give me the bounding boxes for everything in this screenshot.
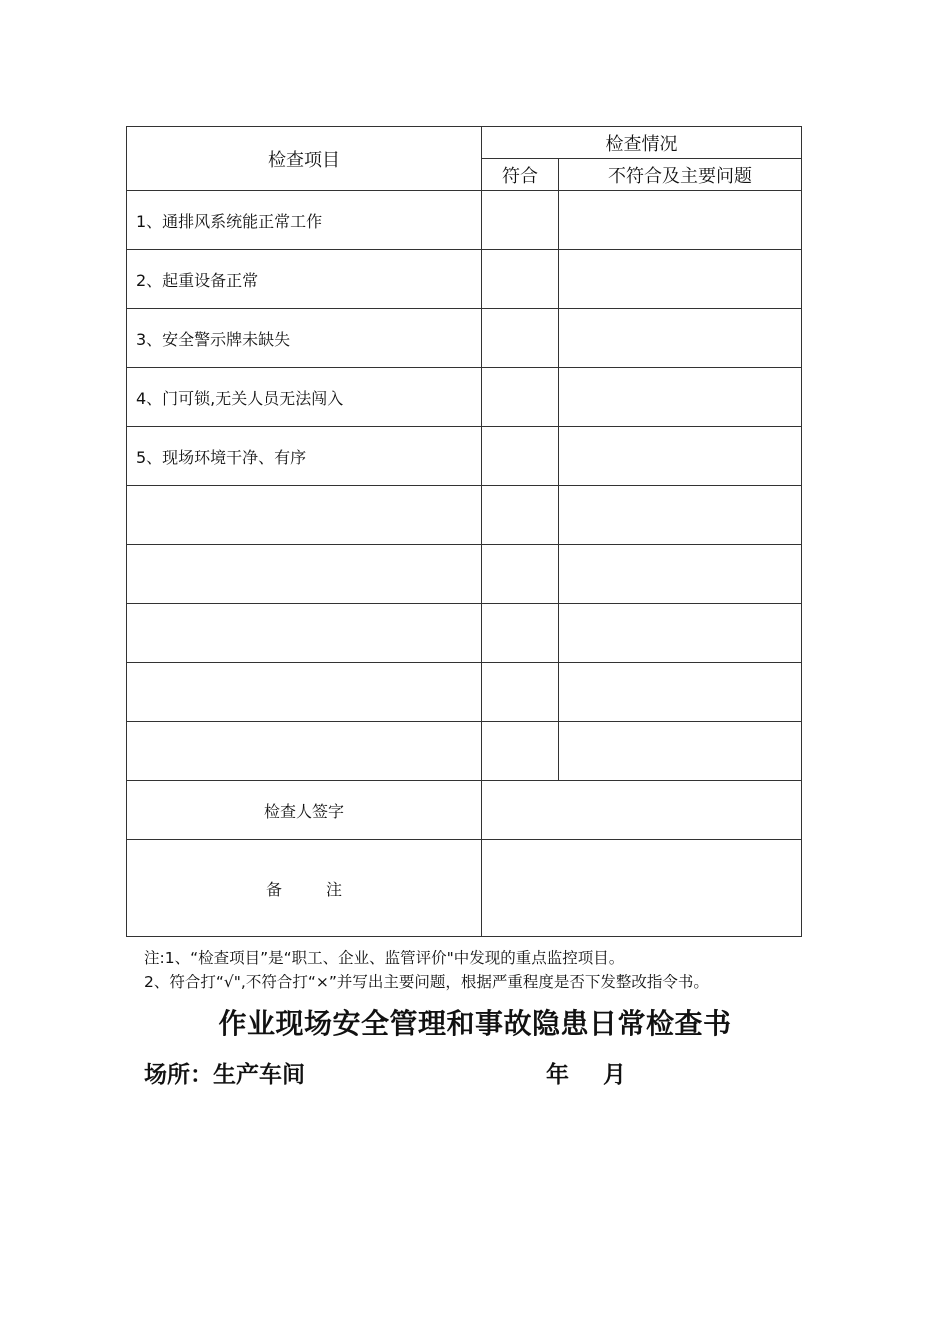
conform-cell[interactable]: [482, 663, 559, 722]
item-cell: 4、门可锁,无关人员无法闯入: [127, 368, 482, 427]
header-status: 检查情况: [482, 127, 802, 159]
table-row: [127, 368, 802, 427]
header-conform: 符合: [482, 159, 559, 191]
item-cell: 2、起重设备正常: [127, 250, 482, 309]
conform-cell[interactable]: [482, 545, 559, 604]
table-row: [127, 427, 802, 486]
conform-cell[interactable]: [482, 604, 559, 663]
table-row: [127, 604, 802, 663]
conform-cell[interactable]: [482, 309, 559, 368]
issue-cell[interactable]: [559, 191, 802, 250]
issue-cell[interactable]: [559, 427, 802, 486]
table-row: [127, 191, 802, 250]
item-cell[interactable]: [127, 545, 482, 604]
issue-cell[interactable]: [559, 604, 802, 663]
inspection-table: [126, 126, 802, 937]
conform-cell[interactable]: [482, 368, 559, 427]
date-field: [546, 1056, 626, 1089]
conform-cell[interactable]: [482, 486, 559, 545]
inspector-label: 检查人签字: [127, 781, 482, 840]
remark-label: [127, 840, 482, 937]
date-year: 年: [546, 1062, 569, 1088]
table-row: [127, 545, 802, 604]
conform-cell[interactable]: [482, 427, 559, 486]
issue-cell[interactable]: [559, 722, 802, 781]
issue-cell[interactable]: [559, 545, 802, 604]
header-item: 检查项目: [127, 127, 482, 191]
inspector-row: [127, 781, 802, 840]
remark-label-char-2: 注: [325, 879, 342, 899]
date-month: 月: [603, 1062, 626, 1088]
issue-cell[interactable]: [559, 663, 802, 722]
note-line-2: 2、符合打“√",不符合打“×”并写出主要问题，根据严重程度是否下发整改指令书。: [144, 973, 709, 991]
table-row: [127, 486, 802, 545]
issue-cell[interactable]: [559, 368, 802, 427]
document-title: 作业现场安全管理和事故隐患日常检查书: [218, 1007, 732, 1040]
remark-row: [127, 840, 802, 937]
table-row: [127, 663, 802, 722]
item-cell: 5、现场环境干净、有序: [127, 427, 482, 486]
table-row: [127, 309, 802, 368]
note-line-1: 注:1、“检查项目”是“职工、企业、监管评价"中发现的重点监控项目。: [144, 949, 625, 967]
remark-field[interactable]: [482, 840, 802, 937]
conform-cell[interactable]: [482, 250, 559, 309]
inspector-signature-field[interactable]: [482, 781, 802, 840]
table-row: [127, 250, 802, 309]
item-cell[interactable]: [127, 722, 482, 781]
place-label: 场所：生产车间: [144, 1062, 305, 1088]
item-cell[interactable]: [127, 486, 482, 545]
table-row: [127, 722, 802, 781]
item-cell[interactable]: [127, 663, 482, 722]
issue-cell[interactable]: [559, 250, 802, 309]
item-cell: 3、安全警示牌未缺失: [127, 309, 482, 368]
header-nonconform: 不符合及主要问题: [559, 159, 802, 191]
item-cell: 1、通排风系统能正常工作: [127, 191, 482, 250]
item-cell[interactable]: [127, 604, 482, 663]
notes: [144, 946, 709, 994]
conform-cell[interactable]: [482, 191, 559, 250]
issue-cell[interactable]: [559, 486, 802, 545]
remark-label-char-1: 备: [265, 879, 282, 899]
issue-cell[interactable]: [559, 309, 802, 368]
conform-cell[interactable]: [482, 722, 559, 781]
